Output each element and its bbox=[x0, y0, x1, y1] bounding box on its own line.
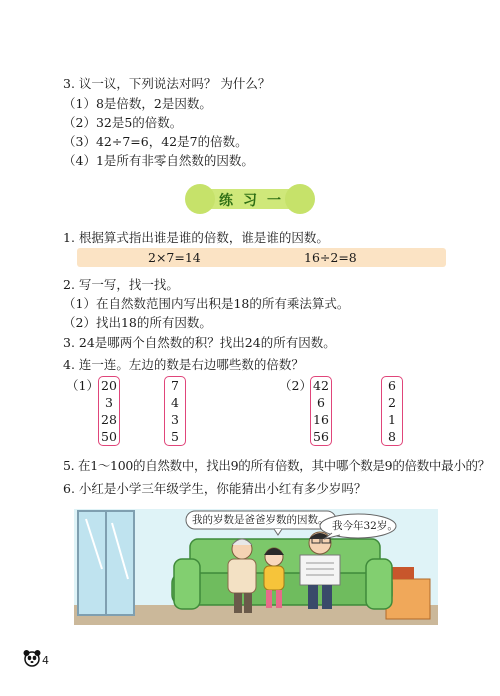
group-2-left-number: 56 bbox=[313, 429, 329, 444]
question-3-item-2: （2）32是5的倍数。 bbox=[63, 115, 183, 130]
family-illustration bbox=[74, 509, 438, 625]
exercise-1-text: 1. 根据算式指出谁是谁的倍数，谁是谁的因数。 bbox=[63, 230, 329, 245]
group-2-left-number: 16 bbox=[313, 412, 329, 427]
exercise-2-sub-2: （2）找出18的所有因数。 bbox=[63, 315, 212, 330]
equation-right: 16÷2=8 bbox=[304, 250, 357, 265]
exercise-banner bbox=[191, 186, 309, 212]
question-3-item-3: （3）42÷7=6，42是7的倍数。 bbox=[63, 134, 248, 149]
question-3-title: 3. 议一议，下列说法对吗？ 为什么？ bbox=[63, 76, 271, 91]
group-2-right-number: 6 bbox=[388, 378, 396, 393]
exercise-5-text: 5. 在1～100的自然数中，找出9的所有倍数，其中哪个数是9的倍数中最小的？ bbox=[63, 458, 490, 473]
group-1-left-number: 28 bbox=[101, 412, 117, 427]
group-2-left-number: 6 bbox=[317, 395, 325, 410]
group-2-right-number: 2 bbox=[388, 395, 396, 410]
group-1-label: （1） bbox=[66, 378, 99, 393]
exercise-4-text: 4. 连一连。左边的数是右边哪些数的倍数？ bbox=[63, 357, 304, 372]
dad-speech-text: 我今年32岁。 bbox=[332, 520, 398, 532]
exercise-6-text: 6. 小红是小学三年级学生，你能猜出小红有多少岁吗？ bbox=[63, 481, 367, 496]
group-1-right-number: 4 bbox=[171, 395, 179, 410]
equation-left: 2×7=14 bbox=[148, 250, 201, 265]
group-2-left-number: 42 bbox=[313, 378, 329, 393]
exercise-2-sub-1: （1）在自然数范围内写出积是18的所有乘法算式。 bbox=[63, 296, 350, 311]
exercise-3-text: 3. 24是哪两个自然数的积？找出24的所有因数。 bbox=[63, 335, 336, 350]
group-1-left-number: 20 bbox=[101, 378, 117, 393]
group-2-label: （2） bbox=[279, 378, 312, 393]
group-2-right-number: 1 bbox=[388, 412, 396, 427]
group-1-left-number: 50 bbox=[101, 429, 117, 444]
exercise-2-text: 2. 写一写，找一找。 bbox=[63, 277, 179, 292]
girl-speech-text: 我的岁数是爸爸岁数的因数。 bbox=[192, 514, 329, 526]
question-3-item-4: （4）1是所有非零自然数的因数。 bbox=[63, 153, 254, 168]
group-1-right-number: 5 bbox=[171, 429, 179, 444]
group-1-right-number: 3 bbox=[171, 412, 179, 427]
group-1-right-number: 7 bbox=[171, 378, 179, 393]
question-3-item-1: （1）8是倍数，2是因数。 bbox=[63, 96, 212, 111]
equation-band bbox=[77, 248, 446, 267]
page-number: 4 bbox=[42, 654, 49, 667]
panda-icon bbox=[22, 648, 42, 668]
banner-title: 练习一 bbox=[219, 193, 291, 209]
group-2-right-number: 8 bbox=[388, 429, 396, 444]
group-1-left-number: 3 bbox=[105, 395, 113, 410]
